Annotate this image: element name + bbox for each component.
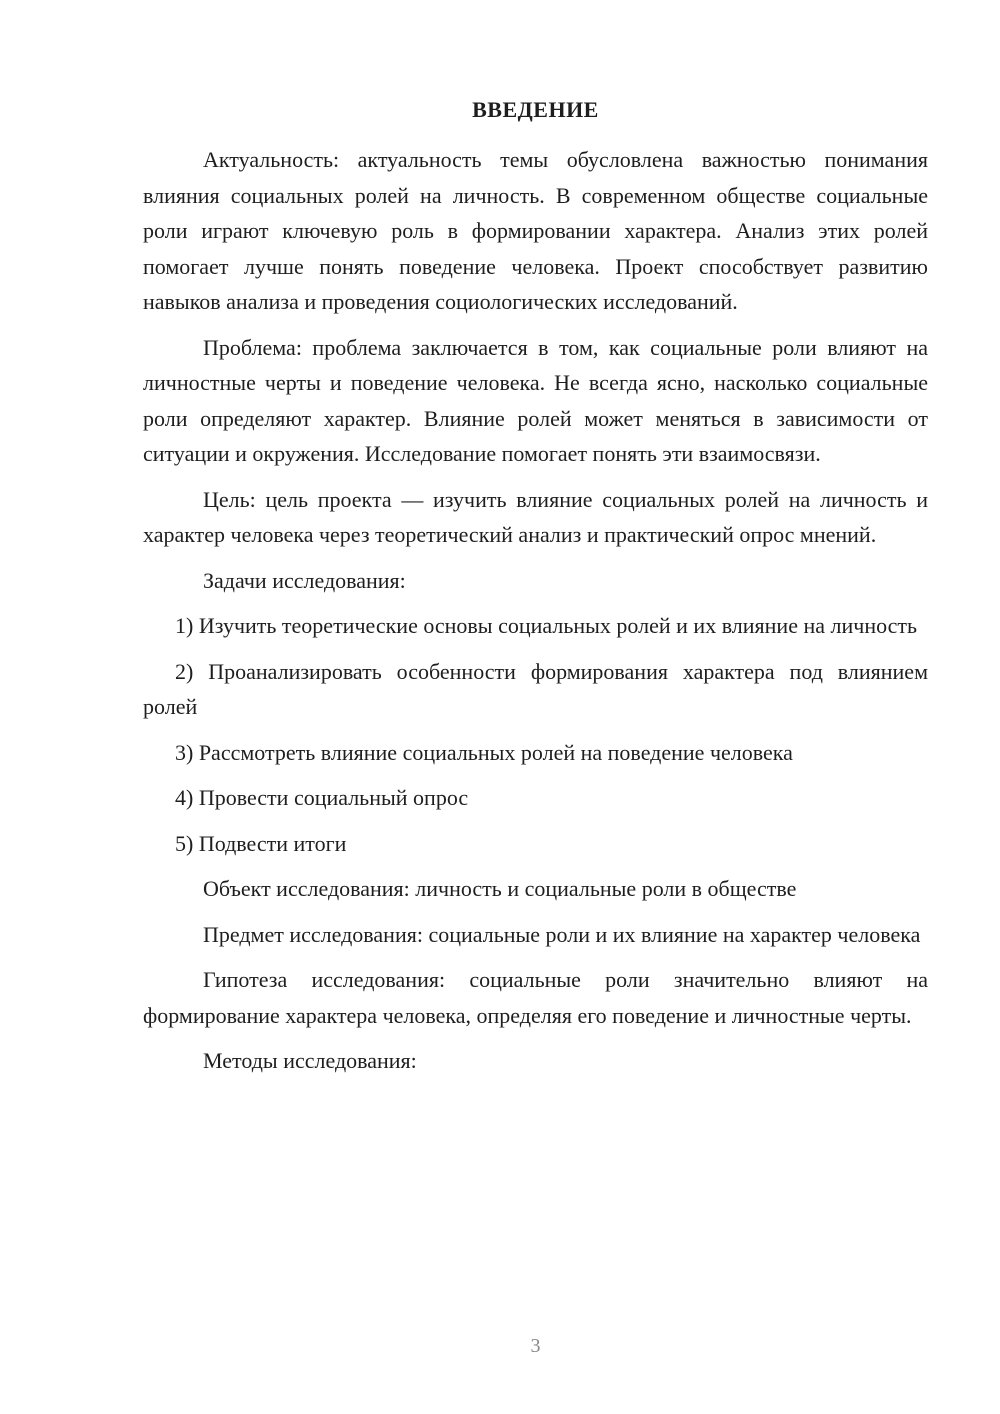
object-paragraph: Объект исследования: личность и социальные роли в обществе [203,876,797,901]
task-item: 4) Провести социальный опрос [175,785,469,810]
tasks-title: Задачи исследования: [203,567,406,593]
problem-paragraph: Проблема: проблема заключается в том, как социальные роли влияют на личностные черты и поведение человека. Не всегда ясно, насколько социальные роли определяют характер. Влияние ролей может меняться в зависимости от ситуации и окружения. Исследование помогает понять эти взаимосвязи. [143,334,928,466]
section-heading: ВВЕДЕНИЕ [472,97,599,122]
document-page [143,0,928,1414]
page-number: 3 [530,1335,541,1357]
methods-title: Методы исследования: [203,1048,417,1073]
relevance-paragraph: Актуальность: актуальность темы обусловлена важностью понимания влияния социальных ролей на личность. В современном обществе социальные роли играют ключевую роль в формировании характера. Анализ этих ролей помогает лучше понять поведение человека. Проект способствует развитию навыков анализа и проведения социологических исследований. [143,147,928,314]
subject-paragraph: Предмет исследования: социальные роли и их влияние на характер человека [203,921,921,947]
task-item: 3) Рассмотреть влияние социальных ролей на поведение человека [175,739,793,765]
hypothesis-paragraph: Гипотеза исследования: социальные роли значительно влияют на формирование характера человека, определяя его поведение и личностные черты. [143,967,928,1028]
document-body [143,142,928,1079]
goal-paragraph: Цель: цель проекта — изучить влияние социальных ролей на личность и характер человека через теоретический анализ и практический опрос мнений. [143,486,928,547]
task-item: 1) Изучить теоретические основы социальных ролей и их влияние на личность [175,613,918,638]
task-item: 2) Проанализировать особенности формирования характера под влиянием ролей [143,658,928,719]
task-item: 5) Подвести итоги [175,830,347,856]
